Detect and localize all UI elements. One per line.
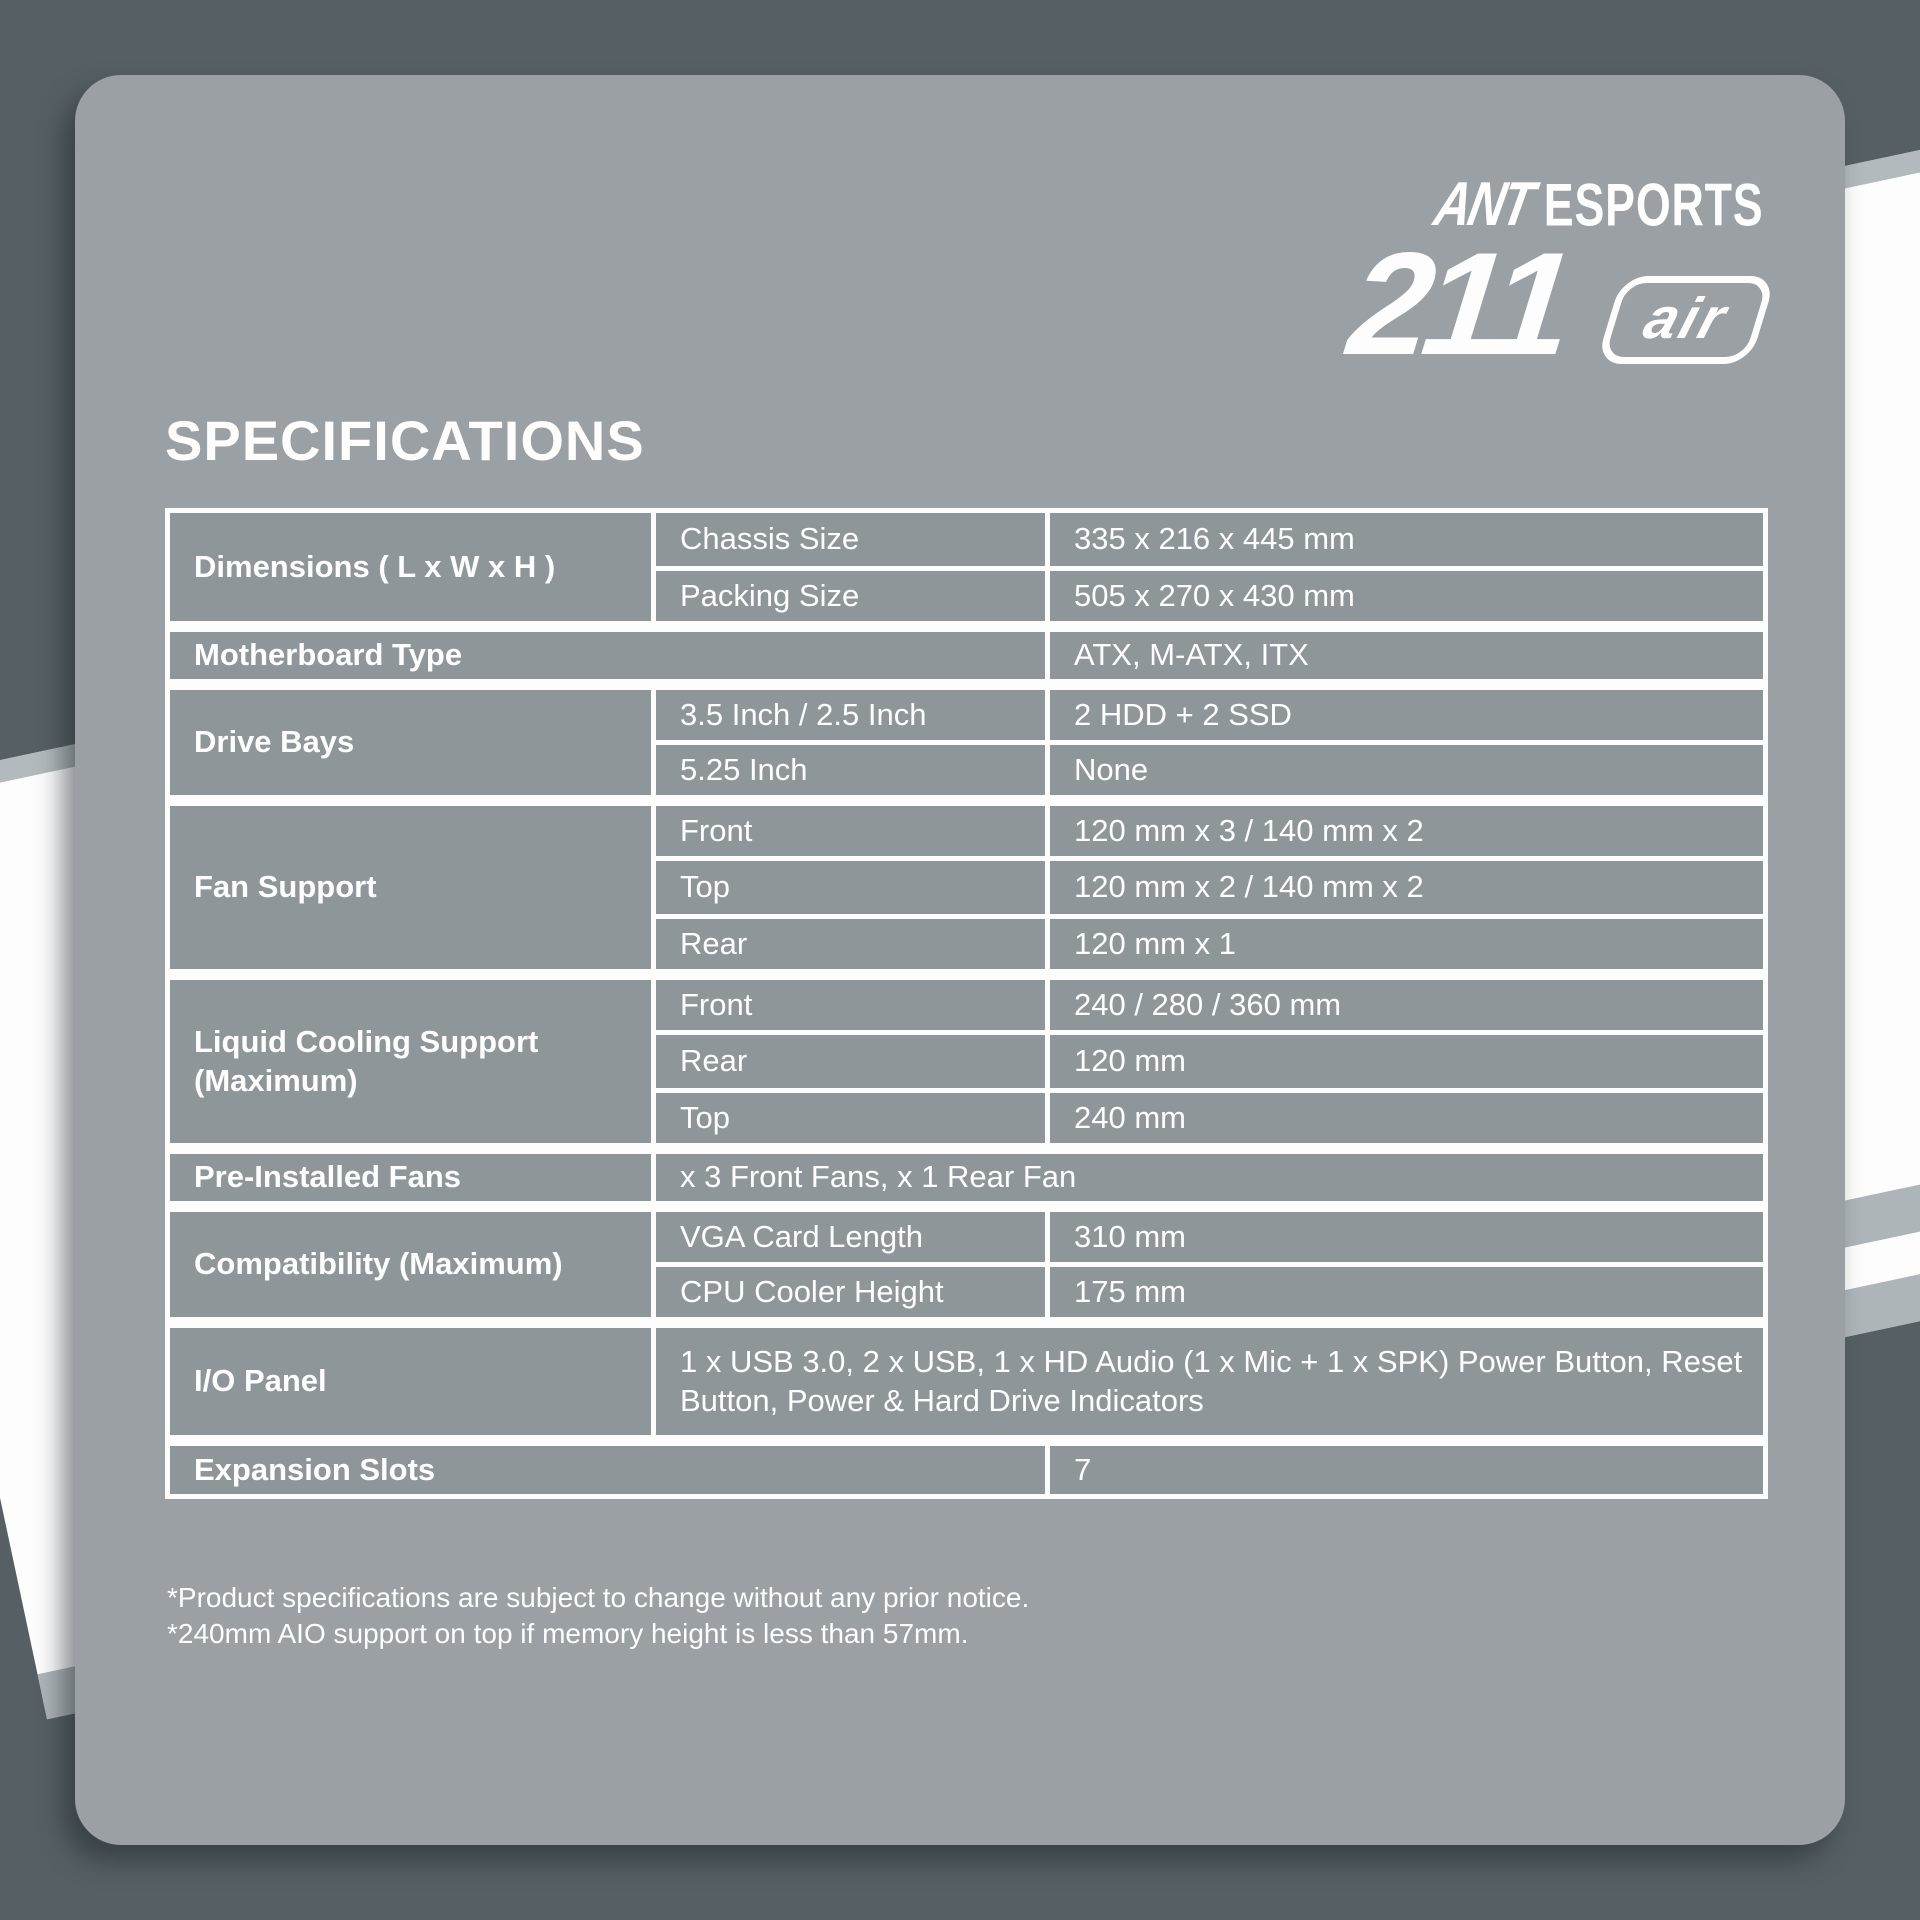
- spec-label-expansion-slots: Expansion Slots: [168, 1441, 1048, 1497]
- spec-key-35-25-inch: 3.5 Inch / 2.5 Inch: [654, 685, 1048, 743]
- spec-value-vga-length: 310 mm: [1048, 1207, 1766, 1265]
- brand-name: ANT: [1428, 170, 1538, 239]
- spec-value-fan-top: 120 mm x 2 / 140 mm x 2: [1048, 859, 1766, 917]
- spec-value-cpu-cooler-height: 175 mm: [1048, 1265, 1766, 1323]
- spec-label-motherboard-type: Motherboard Type: [168, 627, 1048, 685]
- spec-value-expansion-slots: 7: [1048, 1441, 1766, 1497]
- spec-value-motherboard-type: ATX, M-ATX, ITX: [1048, 627, 1766, 685]
- spec-value-35-25-inch: 2 HDD + 2 SSD: [1048, 685, 1766, 743]
- spec-value-lcs-top: 240 mm: [1048, 1091, 1766, 1149]
- spec-label-liquid-cooling: Liquid Cooling Support (Maximum): [168, 975, 654, 1149]
- spec-key-fan-top: Top: [654, 859, 1048, 917]
- spec-value-lcs-front: 240 / 280 / 360 mm: [1048, 975, 1766, 1033]
- spec-value-preinstalled-fans: x 3 Front Fans, x 1 Rear Fan: [654, 1149, 1766, 1207]
- brand-logo: [1327, 170, 1764, 385]
- spec-value-525-inch: None: [1048, 743, 1766, 801]
- table-row: [168, 975, 1766, 1033]
- spec-value-io-panel: 1 x USB 3.0, 2 x USB, 1 x HD Audio (1 x Mic + 1 x SPK) Power Button, Reset Button, Power & Hard Drive Indicators: [654, 1323, 1766, 1441]
- spec-label-io-panel: I/O Panel: [168, 1323, 654, 1441]
- spec-label-compatibility: Compatibility (Maximum): [168, 1207, 654, 1323]
- spec-key-525-inch: 5.25 Inch: [654, 743, 1048, 801]
- spec-label-dimensions: Dimensions ( L x W x H ): [168, 511, 654, 627]
- model-number: 211: [1327, 222, 1593, 385]
- table-row: [168, 1149, 1766, 1207]
- spec-label-drive-bays: Drive Bays: [168, 685, 654, 801]
- spec-key-fan-front: Front: [654, 801, 1048, 859]
- spec-value-chassis-size: 335 x 216 x 445 mm: [1048, 511, 1766, 569]
- footnotes: [167, 1580, 1029, 1652]
- air-badge: [1596, 276, 1777, 364]
- air-badge-label: air: [1636, 285, 1737, 351]
- spec-key-fan-rear: Rear: [654, 917, 1048, 975]
- spec-key-cpu-cooler-height: CPU Cooler Height: [654, 1265, 1048, 1323]
- spec-table: [165, 508, 1768, 1499]
- spec-value-fan-rear: 120 mm x 1: [1048, 917, 1766, 975]
- spec-value-fan-front: 120 mm x 3 / 140 mm x 2: [1048, 801, 1766, 859]
- spec-card: [75, 75, 1845, 1845]
- table-row: [168, 685, 1766, 743]
- table-row: [168, 511, 1766, 569]
- table-row: [168, 1207, 1766, 1265]
- spec-value-packing-size: 505 x 270 x 430 mm: [1048, 569, 1766, 627]
- spec-key-packing-size: Packing Size: [654, 569, 1048, 627]
- spec-key-lcs-rear: Rear: [654, 1033, 1048, 1091]
- table-row: [168, 1441, 1766, 1497]
- spec-key-vga-length: VGA Card Length: [654, 1207, 1048, 1265]
- spec-key-chassis-size: Chassis Size: [654, 511, 1048, 569]
- spec-label-fan-support: Fan Support: [168, 801, 654, 975]
- model-lockup: [1327, 222, 1764, 385]
- table-row: [168, 801, 1766, 859]
- page-title: SPECIFICATIONS: [165, 409, 645, 472]
- spec-key-lcs-front: Front: [654, 975, 1048, 1033]
- spec-value-lcs-rear: 120 mm: [1048, 1033, 1766, 1091]
- table-row: [168, 1323, 1766, 1441]
- spec-label-preinstalled-fans: Pre-Installed Fans: [168, 1149, 654, 1207]
- brand-suffix: ESPORTS: [1543, 170, 1763, 239]
- table-row: [168, 627, 1766, 685]
- footnote-1: *Product specifications are subject to change without any prior notice.: [167, 1582, 1030, 1613]
- spec-key-lcs-top: Top: [654, 1091, 1048, 1149]
- footnote-2: *240mm AIO support on top if memory height is less than 57mm.: [167, 1618, 969, 1649]
- spec-table-container: [165, 508, 1768, 1499]
